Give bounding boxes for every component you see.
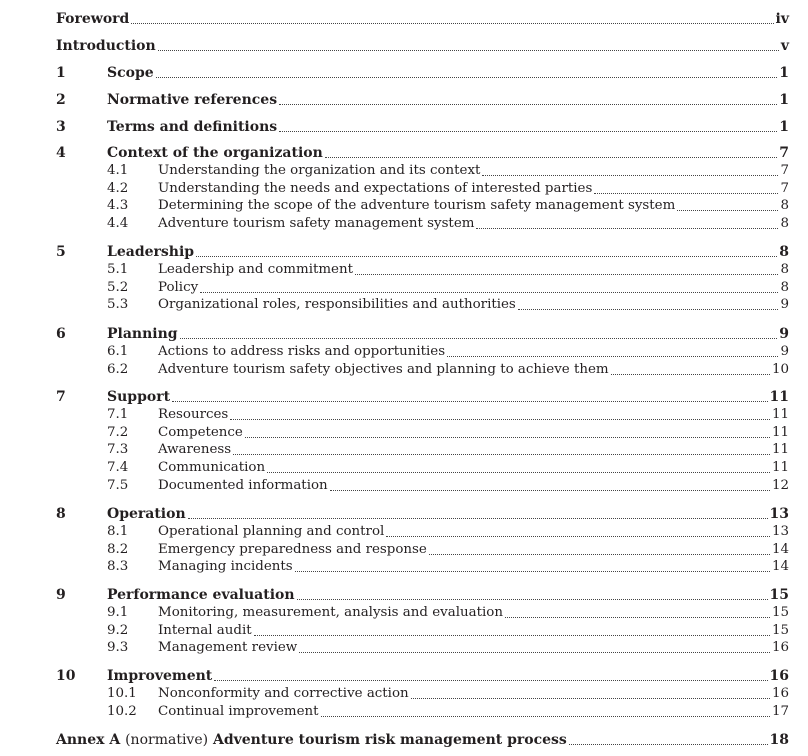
dot-leader [156,76,778,78]
toc-title: Policy [158,279,199,295]
toc-page: 8 [779,244,789,260]
toc-subclause-7-3[interactable] [56,440,789,458]
toc-number: 9.2 [107,622,129,638]
dot-leader [158,49,779,51]
toc-subclause-5-2[interactable] [56,278,789,296]
toc-page: 1 [779,65,789,81]
toc-title: Understanding the needs and expectations of interested parties [158,180,593,196]
toc-title: Organizational roles, responsibilities and authorities [158,297,516,313]
toc-page: 13 [771,524,789,539]
toc-number: 7.4 [107,460,129,476]
dot-leader [594,192,778,194]
dot-leader [611,373,770,375]
toc-title: Foreword [56,11,130,27]
toc-number: 10 [56,668,76,684]
toc-number: 7.3 [107,442,129,458]
dot-leader [299,651,770,653]
toc-number: 7.1 [107,407,129,422]
toc-clause-9[interactable] [56,585,789,603]
toc-subclause-7-1[interactable] [56,405,789,423]
toc-page: 7 [780,163,789,178]
toc-page: 8 [780,198,789,214]
toc-page: 11 [769,389,789,405]
toc-number: 7.2 [107,424,129,440]
toc-clause-3[interactable] [56,117,789,135]
toc-subclause-8-1[interactable] [56,522,789,540]
toc-title [56,732,567,748]
dot-leader [131,22,773,24]
toc-number: 2 [56,92,66,108]
toc-page: 7 [779,145,789,161]
toc-number: 7 [56,389,66,405]
dot-leader [325,156,777,158]
dot-leader [279,130,777,132]
dot-leader [321,715,770,717]
toc-page: 15 [771,605,789,620]
dot-leader [330,489,770,491]
toc-subclause-9-3[interactable] [56,638,789,656]
toc-page: 18 [769,732,789,748]
toc-title: Context of the organization [107,145,323,161]
dot-leader [196,255,777,257]
toc-page: 8 [780,262,789,277]
toc-page: v [780,38,789,54]
toc-title: Leadership and commitment [158,262,353,277]
toc-subclause-9-1[interactable] [56,603,789,621]
toc-title: Performance evaluation [107,587,295,603]
toc-number: 6.2 [107,361,129,377]
dot-leader [295,570,770,572]
toc-page: 9 [780,344,789,359]
toc-subclause-4-1[interactable] [56,161,789,179]
toc-subclause-7-5[interactable] [56,476,789,494]
toc-number: 9 [56,587,66,603]
toc-clause-5[interactable] [56,242,789,260]
toc-page: 16 [769,668,789,684]
toc-title: Documented information [158,477,328,493]
dot-leader [447,355,778,357]
toc-page: 15 [769,587,789,603]
toc-introduction[interactable] [56,36,789,54]
dot-leader [476,227,778,229]
dot-leader [569,743,768,745]
toc-number: 3 [56,119,66,135]
dot-leader [230,418,770,420]
toc-foreword[interactable] [56,9,789,27]
toc-title: Actions to address risks and opportunities [158,344,446,359]
toc-number: 8.2 [107,541,129,557]
toc-page: 15 [771,622,789,638]
toc-subclause-5-3[interactable] [56,295,789,313]
toc-page: 1 [779,92,789,108]
dot-leader [386,535,770,537]
toc-page: 8 [780,279,789,295]
toc-page: 12 [771,477,789,493]
toc-title: Continual improvement [158,703,319,719]
dot-leader [355,273,778,275]
toc-clause-6[interactable] [56,324,789,342]
toc-title: Management review [158,640,298,656]
toc-title: Normative references [107,92,278,108]
toc-clause-1[interactable] [56,63,789,81]
toc-number: 5.3 [107,297,129,313]
toc-page: 16 [771,686,789,701]
toc-title: Determining the scope of the adventure tourism safety management system [158,198,676,214]
toc-clause-7[interactable] [56,387,789,405]
toc-number: 8.1 [107,524,129,539]
toc-page: 11 [771,460,789,476]
dot-leader [482,174,778,176]
dot-leader [180,337,778,339]
toc-clause-4[interactable] [56,143,789,161]
dot-leader [188,517,768,519]
toc-subclause-6-2[interactable] [56,360,789,378]
dot-leader [214,679,767,681]
toc-subclause-4-2[interactable] [56,179,789,197]
toc-title: Leadership [107,244,195,260]
toc-subclause-4-3[interactable] [56,196,789,214]
toc-number: 5.1 [107,262,129,277]
toc-number: 10.1 [107,686,137,701]
toc-number: 6 [56,326,66,342]
dot-leader [267,471,770,473]
toc-number: 5.2 [107,279,129,295]
dot-leader [429,553,770,555]
toc-number: 5 [56,244,66,260]
toc-page: 10 [771,361,789,377]
toc-title: Operation [107,506,186,522]
toc-page: 9 [779,326,789,342]
toc-title: Introduction [56,38,156,54]
toc-number: 4 [56,145,66,161]
dot-leader [518,308,779,310]
toc-page: 1 [779,119,789,135]
toc-title: Support [107,389,171,405]
toc-page: 11 [771,407,789,422]
toc-subclause-4-4[interactable] [56,214,789,232]
toc-title: Awareness [158,442,232,458]
toc-page: 9 [780,297,789,313]
toc-number: 4.1 [107,163,129,178]
toc-number: 9.1 [107,605,129,620]
toc-title: Communication [158,460,266,476]
dot-leader [254,634,770,636]
annex-label: Annex A [56,732,121,748]
toc-title: Adventure tourism safety management system [158,216,475,232]
toc-title: Emergency preparedness and response [158,541,427,557]
toc-title: Resources [158,407,229,422]
toc-title: Improvement [107,668,213,684]
dot-leader [172,400,767,402]
toc-title: Operational planning and control [158,524,385,539]
dot-leader [245,436,770,438]
toc-number: 7.5 [107,477,129,493]
toc-subclause-5-1[interactable] [56,260,789,278]
dot-leader [279,103,777,105]
toc-number: 6.1 [107,344,129,359]
toc-title: Monitoring, measurement, analysis and evaluation [158,605,503,620]
toc-number: 8 [56,506,66,522]
dot-leader [677,209,778,211]
toc-title: Internal audit [158,622,252,638]
toc-page: 17 [771,703,789,719]
toc-subclause-7-4[interactable] [56,458,789,476]
toc-number: 1 [56,65,66,81]
toc-page: iv [775,11,789,27]
toc-page: 13 [769,506,789,522]
toc-subclause-9-2[interactable] [56,621,789,639]
toc-page: 7 [780,180,789,196]
toc-title: Scope [107,65,154,81]
toc-title: Nonconformity and corrective action [158,686,409,701]
toc-subclause-8-2[interactable] [56,540,789,558]
toc-subclause-10-2[interactable] [56,702,789,720]
toc-number: 4.2 [107,180,129,196]
toc-page: 14 [771,559,789,575]
toc-number: 4.3 [107,198,129,214]
dot-leader [233,453,770,455]
toc-title: Managing incidents [158,559,293,575]
toc-page: 14 [771,541,789,557]
toc-title: Planning [107,326,178,342]
toc-clause-2[interactable] [56,90,789,108]
toc-subclause-7-2[interactable] [56,423,789,441]
toc-subclause-6-1[interactable] [56,342,789,360]
dot-leader [297,598,768,600]
toc-number: 4.4 [107,216,129,232]
toc-page: 8 [780,216,789,232]
toc-page: 11 [771,442,789,458]
dot-leader [505,616,770,618]
toc-number: 9.3 [107,640,129,656]
annex-qualifier: (normative) [125,732,209,748]
toc-title: Competence [158,424,243,440]
toc-title: Understanding the organization and its context [158,163,481,178]
toc-title: Terms and definitions [107,119,278,135]
toc-page: 11 [771,424,789,440]
toc-title: Adventure tourism safety objectives and planning to achieve them [158,361,609,377]
toc-number: 8.3 [107,559,129,575]
toc-annex-a[interactable] [56,730,789,748]
annex-title: Adventure tourism risk management process [212,732,567,748]
toc-clause-8[interactable] [56,504,789,522]
toc-page: 16 [771,640,789,656]
dot-leader [200,291,778,293]
toc-subclause-8-3[interactable] [56,557,789,575]
dot-leader [411,697,770,699]
toc-clause-10[interactable] [56,666,789,684]
toc-subclause-10-1[interactable] [56,684,789,702]
toc-number: 10.2 [107,703,137,719]
